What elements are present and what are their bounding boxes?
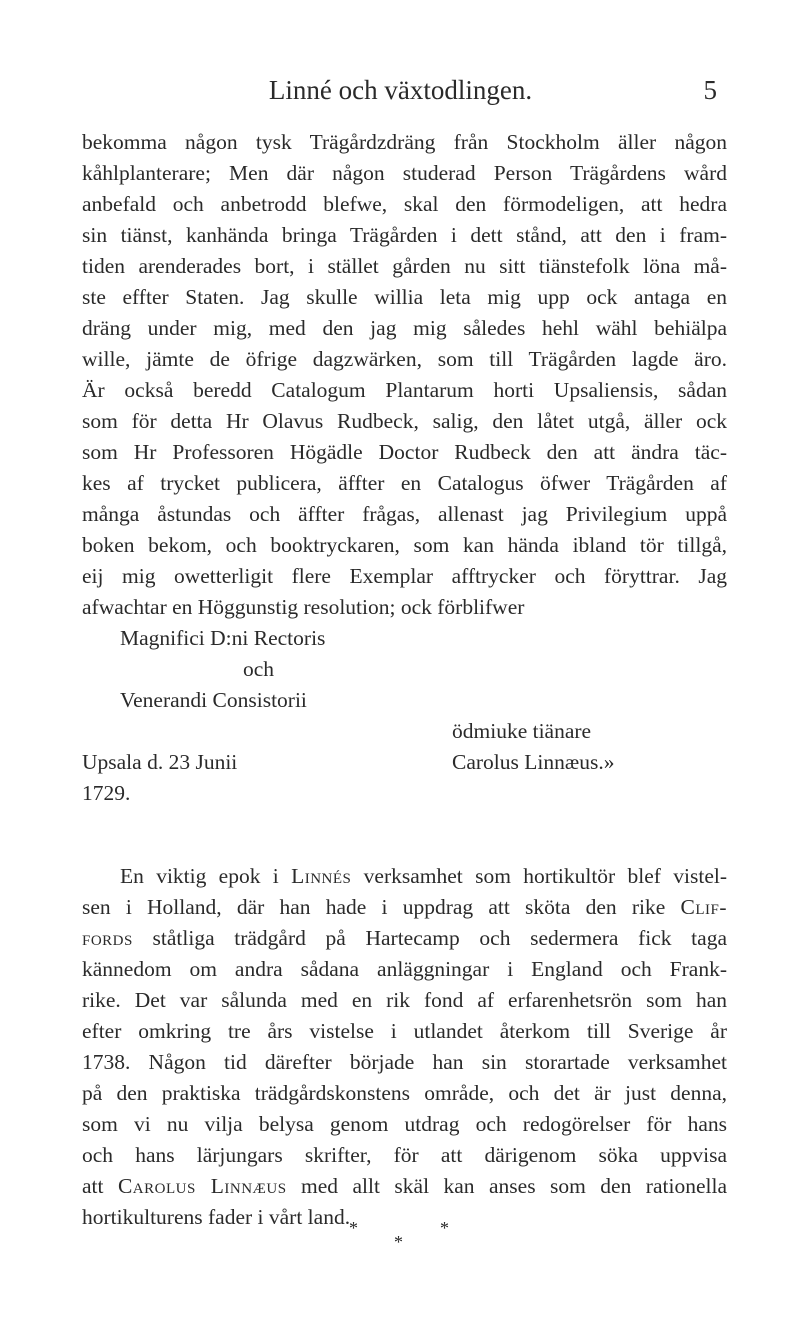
- paragraph-line: [82, 892, 727, 923]
- text-run: verksamhet som hortikultör blef vistel-: [351, 864, 727, 888]
- letter-line: boken bekom, och booktryckaren, som kan hända ibland tör tillgå,: [82, 533, 727, 557]
- humble-servant: ödmiuke tiänare: [452, 719, 592, 743]
- asterisk-icon: *: [394, 1232, 403, 1252]
- running-title: Linné och växtodlingen.: [268, 75, 533, 105]
- body-paragraph: [82, 861, 727, 1233]
- signature-line-3: [82, 778, 727, 809]
- paragraph-line: på den praktiska trädgårdskonstens område, och det är just denna,: [82, 1081, 727, 1105]
- paragraph-line: kännedom om andra sådana anläggningar i England och Frank-: [82, 957, 727, 981]
- paragraph-line: rike. Det var sålunda med en rik fond af erfarenhetsrön som han: [82, 988, 727, 1012]
- paragraph-line: som vi nu vilja belysa genom utdrag och redogörelser för hans: [82, 1112, 727, 1136]
- closing-line: och: [243, 657, 275, 681]
- paragraph-line: och hans lärjungars skrifter, för att därigenom söka uppvisa: [82, 1143, 727, 1167]
- paragraph-line: [82, 861, 727, 892]
- letter-line: som för detta Hr Olavus Rudbeck, salig, den låtet utgå, äller ock: [82, 409, 727, 433]
- letter-line: eij mig owetterligit flere Exemplar afftrycker och föryttrar. Jag: [82, 564, 727, 588]
- letter-line: ste effter Staten. Jag skulle willia leta mig upp ock antaga en: [82, 285, 727, 309]
- paragraph-line: hortikulturens fader i vårt land.: [82, 1205, 351, 1229]
- paragraph-line: 1738. Någon tid därefter började han sin storartade verksamhet: [82, 1050, 727, 1074]
- closing-line: Magnifici D:ni Rectoris: [120, 626, 326, 650]
- person-name: fords: [82, 926, 133, 950]
- letter-line: tiden arenderades bort, i stället gården nu sitt tiänstefolk löna må-: [82, 254, 727, 278]
- letter-line: Är också beredd Catalogum Plantarum horti Upsaliensis, sådan: [82, 378, 727, 402]
- letter-year: 1729.: [82, 781, 131, 805]
- signature-line-2: [82, 747, 727, 778]
- person-name: Carolus Linnæus: [117, 1174, 287, 1198]
- text-run: med allt skäl kan anses som den rationella: [286, 1174, 727, 1198]
- asterisk-icon: *: [349, 1218, 358, 1238]
- letter-line: anbefald och anbetrodd blefwe, skal den förmodeligen, att hedra: [82, 192, 727, 216]
- paragraph-line: [82, 1171, 727, 1202]
- page-body: [82, 127, 727, 1233]
- text-run: ståtliga trädgård på Hartecamp och sedermera fick taga: [132, 926, 727, 950]
- closing-line: Venerandi Consistorii: [120, 688, 307, 712]
- paragraph-line: efter omkring tre års vistelse i utlandet återkom till Sverige år: [82, 1019, 727, 1043]
- letter-line: kåhlplanterare; Men där någon studerad Person Trägårdens wård: [82, 161, 727, 185]
- signature: Carolus Linnæus.»: [452, 750, 615, 774]
- paragraph-line: [82, 923, 727, 954]
- person-name: Linnés: [291, 864, 352, 888]
- letter-line: afwachtar en Höggunstig resolution; ock förblifwer: [82, 595, 525, 619]
- letter-line: många åstundas och äffter frågas, allenast jag Privilegium uppå: [82, 502, 727, 526]
- letter-line: dräng under mig, med den jag mig således hehl wähl behiälpa: [82, 316, 727, 340]
- section-ornament: [0, 1218, 801, 1258]
- page-header: [0, 72, 801, 108]
- letter-line: kes af trycket publicera, äffter en Catalogus öfwer Trägården af: [82, 471, 727, 495]
- letter-text: [82, 127, 727, 809]
- place-date: Upsala d. 23 Junii: [82, 750, 238, 774]
- letter-line: bekomma någon tysk Trägårdzdräng från Stockholm äller någon: [82, 130, 727, 154]
- text-run: En viktig epok i: [120, 864, 292, 888]
- page-number: 5: [703, 75, 717, 105]
- signature-line-1: [82, 716, 727, 747]
- letter-line: som Hr Professoren Högädle Doctor Rudbeck den att ändra täc-: [82, 440, 727, 464]
- letter-line: wille, jämte de öfrige dagzwärken, som till Trägården lagde äro.: [82, 347, 727, 371]
- asterisk-icon: *: [440, 1218, 449, 1238]
- section-gap: [82, 809, 727, 861]
- text-run: att: [82, 1174, 118, 1198]
- person-name: Clif-: [680, 895, 727, 919]
- letter-line: sin tiänst, kanhända bringa Trägården i dett stånd, att den i fram-: [82, 223, 727, 247]
- text-run: sen i Holland, där han hade i uppdrag att sköta den rike: [82, 895, 681, 919]
